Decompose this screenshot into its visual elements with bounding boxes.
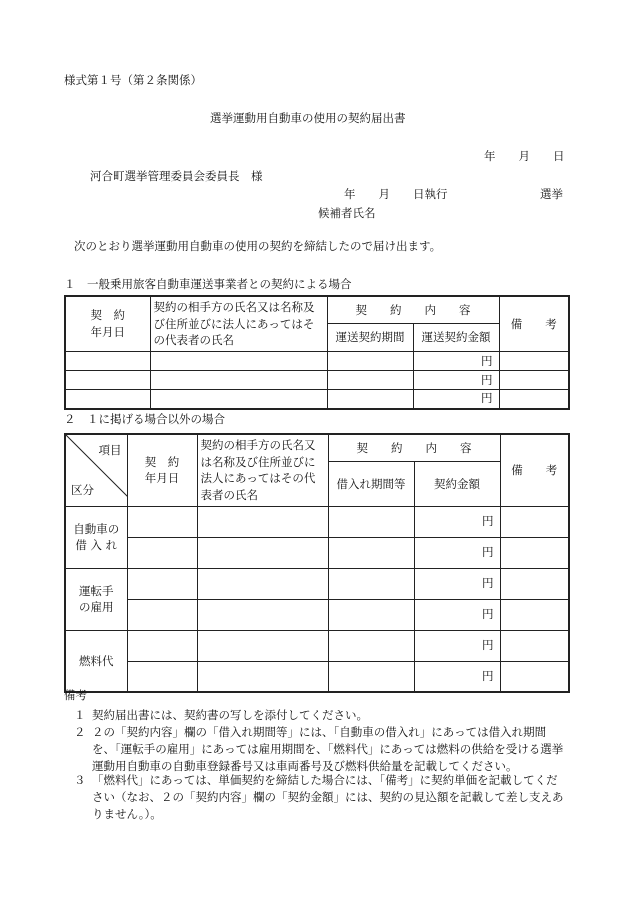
table-row (65, 352, 569, 371)
yen-unit: 円 (414, 568, 500, 599)
category-item-corner (65, 434, 127, 506)
note-item (64, 724, 568, 775)
corner-item-label: 項目 (98, 443, 122, 457)
document-title: 選挙運動用自動車の使用の契約届出書 (210, 111, 406, 125)
s2-col-remarks: 備 考 (500, 434, 569, 506)
note-item (64, 707, 568, 724)
section2-heading: ２ １に掲げる場合以外の場合 (64, 412, 225, 426)
table-row (65, 506, 569, 537)
addressee: 河合町選挙管理委員会委員長 様 (90, 169, 263, 183)
yen-unit: 円 (414, 537, 500, 568)
note-number: １ (74, 708, 86, 722)
corner-category-label: 区分 (71, 482, 94, 497)
table-row (65, 599, 569, 630)
yen-unit: 円 (413, 371, 499, 390)
table-row (65, 371, 569, 390)
notes-heading: 備考 (64, 688, 87, 702)
table-row (65, 537, 569, 568)
note-number: ２ (74, 725, 86, 739)
row-label-driver-employment: 運転手 の雇用 (65, 568, 127, 630)
election-suffix: 選挙 (540, 187, 563, 201)
note-text: 「燃料代」にあっては、単価契約を締結した場合には、「備考」に契約単価を記載してください（なお、２の「契約内容」欄の「契約金額」には、契約の見込額を記載して差し支えありません。）。 (92, 773, 564, 821)
note-text: ２の「契約内容」欄の「借入れ期間等」には、「自動車の借入れ」にあっては借入れ期間を、「運転手の雇用」にあっては雇用期間を、「燃料代」にあっては燃料の供給を受ける選挙運動用自動車の自動車登録番号又は車両番号及び燃料供給量を記載してください。 (92, 725, 564, 773)
table-row (65, 390, 569, 409)
note-item (64, 772, 568, 823)
s2-col-date: 契 約 年月日 (127, 434, 197, 506)
section1-table (64, 295, 570, 410)
s1-col-date: 契 約 年月日 (65, 296, 150, 352)
row-label-fuel: 燃料代 (65, 630, 127, 692)
s1-col-period: 運送契約期間 (327, 324, 413, 352)
s1-col-remarks: 備 考 (499, 296, 569, 352)
s2-col-period: 借入れ期間等 (328, 462, 414, 506)
yen-unit: 円 (414, 661, 500, 692)
table-row (65, 661, 569, 692)
table-row (65, 630, 569, 661)
candidate-name-label: 候補者氏名 (318, 206, 376, 220)
section2-table (64, 433, 570, 693)
s2-col-contract: 契 約 内 容 (328, 434, 500, 462)
submission-date: 年 月 日 (484, 149, 565, 163)
form-number: 様式第１号（第２条関係） (64, 73, 202, 87)
yen-unit: 円 (414, 599, 500, 630)
yen-unit: 円 (413, 390, 499, 409)
yen-unit: 円 (414, 506, 500, 537)
s1-col-party: 契約の相手方の氏名又は名称及び住所並びに法人にあってはその代表者の氏名 (150, 296, 327, 352)
note-text: 契約届出書には、契約書の写しを添付してください。 (92, 708, 368, 722)
election-date: 年 月 日執行 (344, 187, 448, 201)
note-number: ３ (74, 773, 86, 787)
s1-col-contract: 契 約 内 容 (327, 296, 499, 324)
intro-text: 次のとおり選挙運動用自動車の使用の契約を締結したので届け出ます。 (74, 239, 442, 253)
s2-col-party: 契約の相手方の氏名又は名称及び住所並びに法人にあってはその代表者の氏名 (197, 434, 328, 506)
yen-unit: 円 (413, 352, 499, 371)
section1-heading: １ 一般乗用旅客自動車運送事業者との契約による場合 (64, 277, 352, 291)
yen-unit: 円 (414, 630, 500, 661)
s1-col-amount: 運送契約金額 (413, 324, 499, 352)
table-row (65, 568, 569, 599)
row-label-car-rental: 自動車の 借 入 れ (65, 506, 127, 568)
s2-col-amount: 契約金額 (414, 462, 500, 506)
